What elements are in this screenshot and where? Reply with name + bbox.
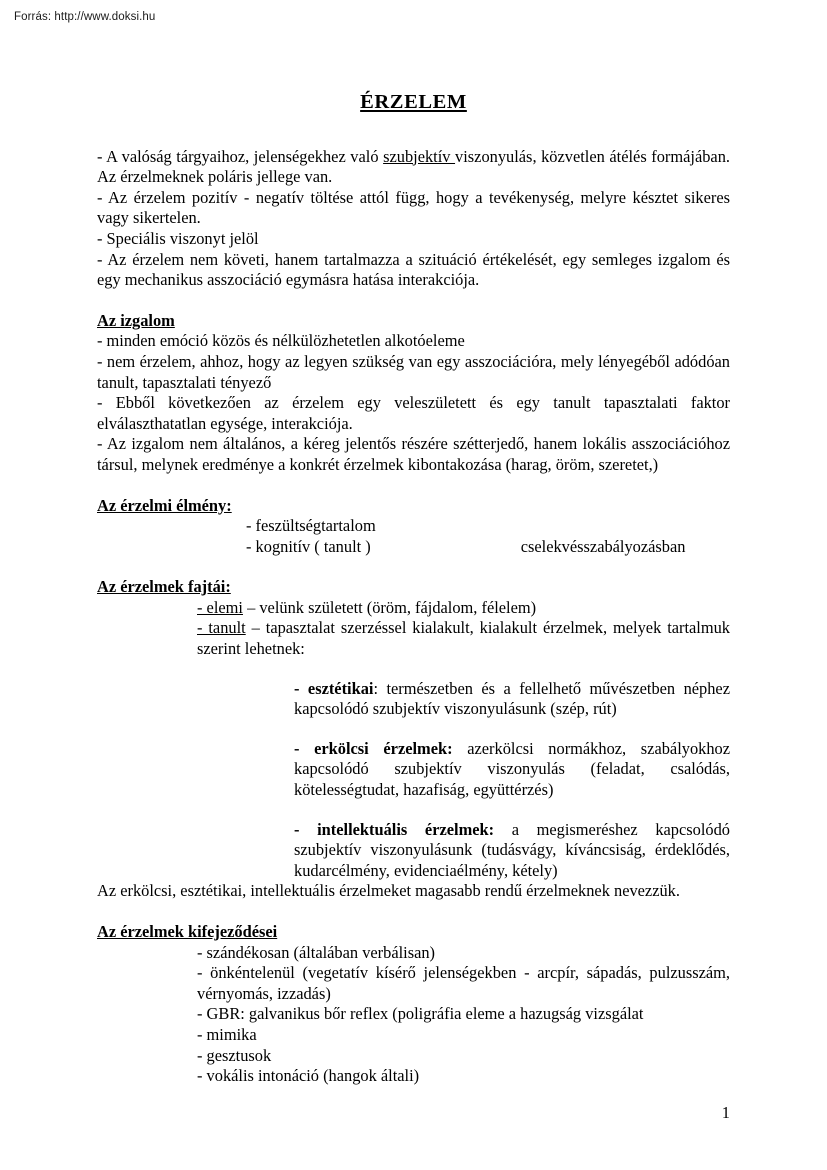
izgalom-heading-wrap xyxy=(97,311,730,332)
fajtai-list xyxy=(197,598,730,660)
spacer xyxy=(97,660,730,679)
izgalom-item-1: - minden emóció közös és nélkülözhetetlen alkotóeleme xyxy=(97,331,465,351)
source-watermark: Forrás: http://www.doksi.hu xyxy=(14,11,156,23)
section-heading-kifejezodesek: Az érzelmek kifejeződései xyxy=(97,922,278,941)
intro-line-1-post: viszonyulás, közvetlen átélés formájában. Az érzelmeknek poláris jellege van. xyxy=(97,146,730,187)
category-intellektualis-paragraph xyxy=(294,820,730,882)
elmeny-item-2-right: cselekvésszabályozásban xyxy=(520,536,686,556)
fajtai-heading-wrap xyxy=(97,577,730,598)
kifejezodesek-section xyxy=(97,922,730,1087)
category-intellektualis-label: - intellektuális érzelmek: xyxy=(294,819,495,839)
kifejezodesek-item-6: - vokális intonáció (hangok általi) xyxy=(197,1066,420,1086)
kifejezodesek-item-5: - gesztusok xyxy=(197,1045,272,1065)
fajtai-section xyxy=(97,577,730,902)
kifejezodesek-item-3: - GBR: galvanikus bőr reflex (poligráfia eleme a hazugság vizsgálat xyxy=(197,1004,644,1024)
kifejezodesek-item-4: - mimika xyxy=(197,1024,257,1044)
fajtai-elemi-label: - elemi xyxy=(197,597,243,617)
spacer xyxy=(97,557,730,577)
elmeny-section xyxy=(97,496,730,558)
spacer xyxy=(97,720,730,739)
intro-section xyxy=(97,147,730,291)
fajtai-elemi-text: – velünk született (öröm, fájdalom, félelem) xyxy=(242,597,537,617)
fajtai-tanult-label: - tanult xyxy=(197,618,246,638)
category-esztetikai-paragraph xyxy=(294,679,730,720)
category-esztetikai-text: : természetben és a fellelhető művészetben néphez kapcsolódó szubjektív viszonyulásunk (szép, rút) xyxy=(294,678,730,719)
spacer xyxy=(97,476,730,496)
intro-underlined-term: szubjektív xyxy=(383,146,456,166)
section-heading-fajtai: Az érzelmek fajtái: xyxy=(97,577,231,597)
category-erkolcsi-paragraph xyxy=(294,739,730,801)
izgalom-item-3: - Ebből következően az érzelem egy veleszületett és egy tanult tapasztalati faktor elválaszthatatlan egysége, interakciója. xyxy=(97,393,730,433)
intro-line-2: - Az érzelem pozitív - negatív töltése attól függ, hogy a tevékenység, melyre késztet sikeres vagy sikertelen. xyxy=(97,187,730,228)
spacer xyxy=(97,902,730,922)
category-intellektualis-text: a megismeréshez kapcsolódó szubjektív viszonyulásunk (tudásvágy, kíváncsiság, érdeklődés, kudarcélmény, evidenciaélmény, kétely) xyxy=(294,819,730,880)
spacer xyxy=(97,291,730,311)
intro-line-4: - Az érzelem nem követi, hanem tartalmazza a szituáció értékelését, egy semleges izgalom és egy mechanikus asszociáció egymásra hatása interakciója. xyxy=(97,249,730,290)
izgalom-item-2: - nem érzelem, ahhoz, hogy az legyen szükség van egy asszociációra, mely lényegéből adódóan tanult, tapasztalati tényező xyxy=(97,351,730,392)
intro-line-1 xyxy=(97,147,730,188)
spacer xyxy=(97,801,730,820)
elmeny-item-1: - feszültségtartalom xyxy=(246,516,376,536)
izgalom-section xyxy=(97,311,730,476)
page-number: 1 xyxy=(721,1103,730,1122)
elmeny-heading-wrap xyxy=(97,496,730,517)
page-title: ÉRZELEM xyxy=(360,91,467,113)
kifejezodesek-heading-wrap xyxy=(97,922,730,943)
kifejezodesek-item-1: - szándékosan (általában verbálisan) xyxy=(197,942,436,962)
kifejezodesek-list xyxy=(197,943,730,1087)
elmeny-item-2: - kognitív ( tanult ) xyxy=(246,536,371,556)
category-erkolcsi-text: azerkölcsi normákhoz, szabályokhoz kapcsolódó szubjektív viszonyulás (feladat, csalódás, kötelességtudat, hazafiság, együttérzés) xyxy=(294,738,731,800)
fajtai-elemi xyxy=(197,598,730,619)
fajtai-summary: Az erkölcsi, esztétikai, intellektuális érzelmeket magasabb rendű érzelmeknek nevezzük. xyxy=(97,881,680,901)
section-heading-elmeny: Az érzelmi élmény: xyxy=(97,495,232,515)
document-body xyxy=(97,92,730,1087)
fajtai-category-intellektualis xyxy=(294,820,730,882)
fajtai-category-erkolcsi xyxy=(294,739,730,801)
intro-line-1-pre: - A valóság tárgyaihoz, jelenségekhez való xyxy=(97,146,384,166)
elmeny-item-2-row xyxy=(246,537,730,558)
intro-line-3: - Speciális viszonyt jelöl xyxy=(97,228,259,248)
izgalom-item-4: - Az izgalom nem általános, a kéreg jelentős részére szétterjedő, hanem lokális asszociációhoz társul, melynek eredménye a konkrét érzelmek kibontakozása (harag, öröm, szeretet,) xyxy=(97,434,730,474)
elmeny-list xyxy=(246,516,730,557)
fajtai-category-esztetikai xyxy=(294,679,730,720)
fajtai-tanult-text: – tapasztalat szerzéssel kialakult, kialakult érzelmek, melyek tartalmuk szerint lehetnek: xyxy=(197,618,731,659)
section-heading-izgalom: Az izgalom xyxy=(97,310,175,330)
fajtai-tanult xyxy=(197,618,730,659)
kifejezodesek-item-2: - önkéntelenül (vegetatív kísérő jelenségekben - arcpír, sápadás, pulzusszám, vérnyomás, izzadás) xyxy=(197,963,730,1003)
category-erkolcsi-label: - erkölcsi érzelmek: xyxy=(294,738,453,758)
category-esztetikai-label: - esztétikai xyxy=(294,678,374,698)
